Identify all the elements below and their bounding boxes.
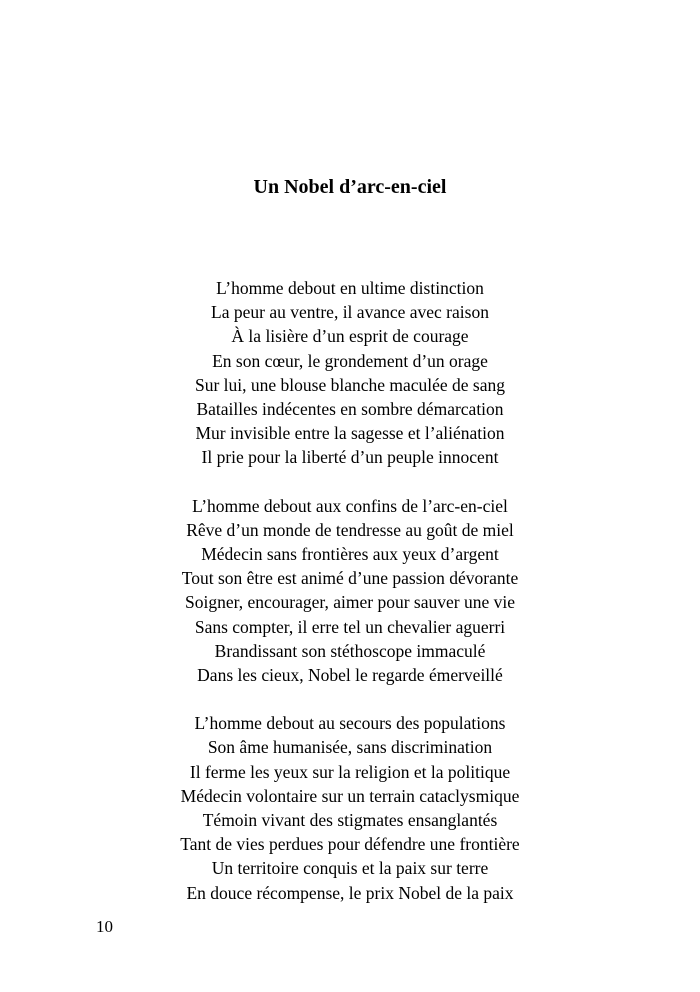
page-number: 10: [96, 917, 113, 936]
poem-line: L’homme debout aux confins de l’arc-en-ciel: [192, 495, 508, 516]
poem-body: [0, 276, 700, 905]
poem-line: Un territoire conquis et la paix sur terre: [211, 858, 489, 879]
poem-line: L’homme debout au secours des populations: [194, 713, 506, 734]
poem-line: La peur au ventre, il avance avec raison: [211, 302, 489, 323]
poem-line: Brandissant son stéthoscope immaculé: [214, 640, 486, 661]
poem-line: Tout son être est animé d’une passion dévorante: [181, 568, 519, 589]
stanza-2: [0, 494, 700, 688]
poem-line: Il prie pour la liberté d’un peuple innocent: [201, 447, 499, 468]
poem-line: Batailles indécentes en sombre démarcation: [196, 399, 504, 420]
poem-line: Sans compter, il erre tel un chevalier aguerri: [194, 616, 506, 637]
poem-line: Dans les cieux, Nobel le regarde émerveillé: [197, 665, 503, 686]
poem-line: Médecin sans frontières aux yeux d’argent: [201, 544, 499, 565]
poem-line: À la lisière d’un esprit de courage: [231, 326, 469, 347]
poem-line: Sur lui, une blouse blanche maculée de sang: [194, 374, 506, 395]
poem-line: En son cœur, le grondement d’un orage: [212, 350, 488, 371]
stanza-1: [0, 276, 700, 470]
poem-line: Il ferme les yeux sur la religion et la politique: [189, 761, 511, 782]
poem-line: L’homme debout en ultime distinction: [216, 278, 484, 298]
poem-line: Soigner, encourager, aimer pour sauver une vie: [185, 592, 515, 613]
poem-title: Un Nobel d’arc-en-ciel: [253, 176, 447, 198]
poem-line: Mur invisible entre la sagesse et l’aliénation: [195, 423, 505, 444]
poem-line: Témoin vivant des stigmates ensanglantés: [202, 810, 498, 831]
poem-line: En douce récompense, le prix Nobel de la paix: [186, 882, 514, 903]
poem-line: Rêve d’un monde de tendresse au goût de miel: [186, 519, 514, 540]
stanza-3: [0, 711, 700, 905]
poem-line: Médecin volontaire sur un terrain cataclysmique: [180, 785, 520, 806]
poem-line: Son âme humanisée, sans discrimination: [207, 737, 493, 758]
poem-line: Tant de vies perdues pour défendre une frontière: [180, 834, 520, 855]
